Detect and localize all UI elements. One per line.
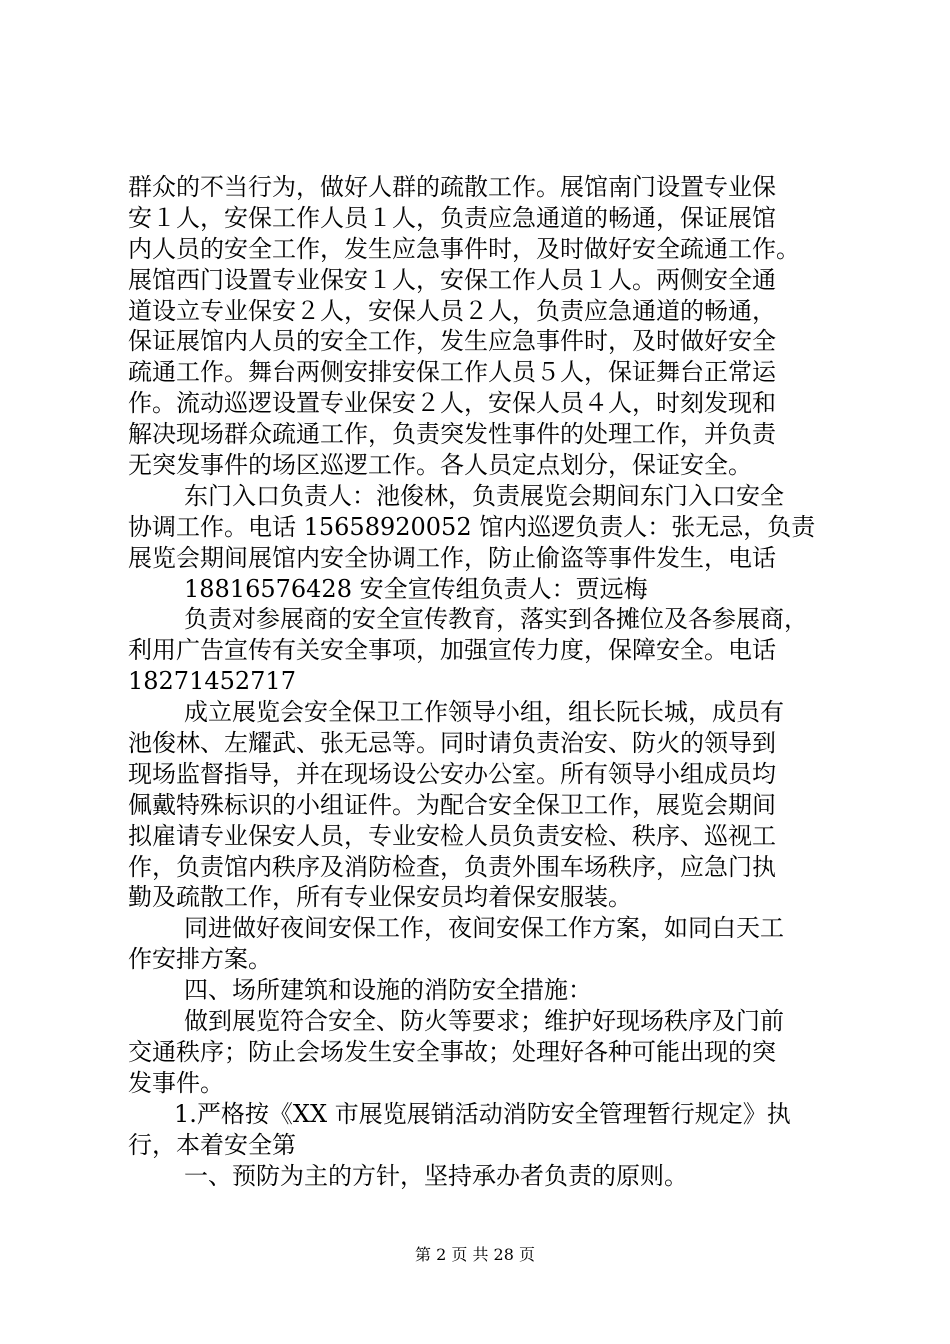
text-line: 作，负责馆内秩序及消防检查，负责外围车场秩序，应急门执 <box>128 852 776 881</box>
text-line: 解决现场群众疏通工作，负责突发性事件的处理工作，并负责 <box>128 420 776 449</box>
text-line: 作。流动巡逻设置专业保安２人，安保人员４人，时刻发现和 <box>128 389 776 418</box>
text-line: 拟雇请专业保安人员，专业安检人员负责安检、秩序、巡视工 <box>128 821 776 850</box>
text-line: 勤及疏散工作，所有专业保安员均着保安服装。 <box>128 883 632 912</box>
text-line: 道设立专业保安２人，安保人员２人，负责应急通道的畅通， <box>128 296 776 325</box>
text-line: 佩戴特殊标识的小组证件。为配合安全保卫工作，展览会期间 <box>128 790 776 819</box>
text-line: 做到展览符合安全、防火等要求；维护好现场秩序及门前 <box>184 1007 784 1036</box>
text-line: 内人员的安全工作，发生应急事件时，及时做好安全疏通工作。 <box>128 234 800 263</box>
text-line: 同进做好夜间安保工作，夜间安保工作方案，如同白天工 <box>184 914 784 943</box>
text-line: 一、预防为主的方针，坚持承办者负责的原则。 <box>184 1161 688 1190</box>
text-line: 池俊林、左耀武、张无忌等。同时请负责治安、防火的领导到 <box>128 729 776 758</box>
text-line: 18271452717 <box>128 667 296 696</box>
text-line: 安１人，安保工作人员１人，负责应急通道的畅通，保证展馆 <box>128 203 776 232</box>
text-line: 四、场所建筑和设施的消防安全措施： <box>184 976 592 1005</box>
text-line: 1.严格按《XX 市展览展销活动消防安全管理暂行规定》执 <box>174 1099 791 1128</box>
text-line: 作安排方案。 <box>128 945 272 974</box>
text-line: 保证展馆内人员的安全工作，发生应急事件时，及时做好安全 <box>128 327 776 356</box>
text-line: 展馆西门设置专业保安１人，安保工作人员１人。两侧安全通 <box>128 265 776 294</box>
text-line: 发事件。 <box>128 1068 224 1097</box>
text-line: 现场监督指导，并在现场设公安办公室。所有领导小组成员均 <box>128 759 776 788</box>
text-line: 疏通工作。舞台两侧安排安保工作人员５人，保证舞台正常运 <box>128 358 776 387</box>
text-line: 行，本着安全第 <box>128 1130 296 1159</box>
text-line: 交通秩序；防止会场发生安全事故；处理好各种可能出现的突 <box>128 1037 776 1066</box>
text-line: 协调工作。电话 15658920052 馆内巡逻负责人：张无忌，负责 <box>128 512 816 541</box>
page-footer: 第 2 页 共 28 页 <box>415 1245 535 1264</box>
text-line: 群众的不当行为，做好人群的疏散工作。展馆南门设置专业保 <box>128 173 776 201</box>
text-line: 成立展览会安全保卫工作领导小组，组长阮长城，成员有 <box>184 698 784 727</box>
text-line: 展览会期间展馆内安全协调工作，防止偷盗等事件发生，电话 <box>128 543 776 572</box>
text-line: 东门入口负责人：池俊林，负责展览会期间东门入口安全 <box>184 481 784 510</box>
text-line: 无突发事件的场区巡逻工作。各人员定点划分，保证安全。 <box>128 451 752 480</box>
text-line: 负责对参展商的安全宣传教育，落实到各摊位及各参展商， <box>184 605 808 634</box>
text-line: 利用广告宣传有关安全事项，加强宣传力度，保障安全。电话 <box>128 636 776 665</box>
text-line: 18816576428 安全宣传组负责人：贾远梅 <box>184 574 648 603</box>
document-body <box>128 172 828 1191</box>
